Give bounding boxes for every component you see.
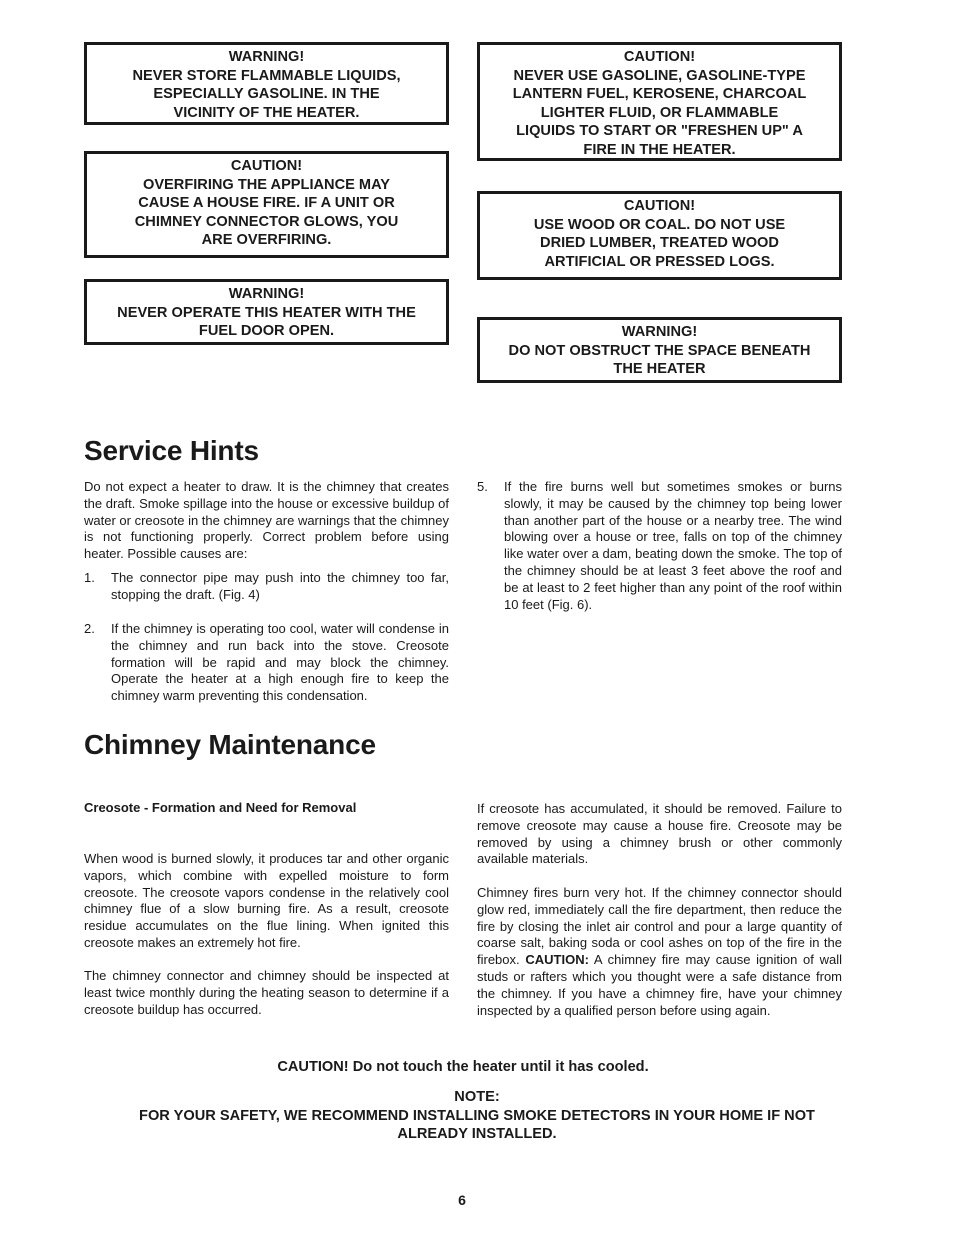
warning-line: NEVER OPERATE THIS HEATER WITH THE — [117, 304, 416, 321]
inline-caution-label: CAUTION: — [525, 952, 589, 968]
list-number: 5. — [477, 479, 488, 494]
list-text: If the chimney is operating too cool, water will condense in the chimney and run back into the stove. Creosote formation will be rapid and may block the chimney. Operate the heater at a high enough fire to keep the chimney warm preventing this condensation. — [111, 621, 449, 704]
warning-line: ESPECIALLY GASOLINE. IN THE — [153, 86, 380, 103]
safety-note — [0, 1088, 954, 1144]
caution-line: NEVER USE GASOLINE, GASOLINE-TYPE — [513, 67, 806, 84]
page-number: 6 — [458, 1192, 466, 1208]
caution-heading: CAUTION! — [230, 158, 303, 174]
cooling-caution: CAUTION! Do not touch the heater until it has cooled. — [277, 1059, 649, 1075]
list-item — [84, 570, 449, 610]
warning-line: FUEL DOOR OPEN. — [198, 323, 335, 340]
caution-line: ARTIFICIAL OR PRESSED LOGS. — [544, 253, 775, 270]
warning-line: DO NOT OBSTRUCT THE SPACE BENEATH — [508, 342, 811, 359]
chimney-fire-text-continued: A chimney fire may cause ignition of wall studs or rafters which you thought were a safe distance from the chimney. If you have a chimney fire, have your chimney inspected by a qualified person before using again. — [477, 952, 842, 1018]
caution-heading: CAUTION! — [623, 49, 696, 65]
warning-line: NEVER STORE FLAMMABLE LIQUIDS, — [132, 67, 401, 84]
chimney-maintenance-title: Chimney Maintenance — [84, 729, 376, 760]
note-line: FOR YOUR SAFETY, WE RECOMMEND INSTALLING SMOKE DETECTORS IN YOUR HOME IF NOT — [139, 1107, 815, 1124]
caution-line: ARE OVERFIRING. — [201, 232, 332, 249]
caution-box-gasoline — [477, 42, 842, 161]
warning-heading: WARNING! — [228, 49, 305, 65]
chimney-fire-text: Chimney fires burn very hot. If the chimney connector should glow red, immediately call the fire department, then reduce the fire by closing the inlet air control and pour a large quantity of coarse salt, baking soda or cool ashes on top of the fire in the firebox. — [477, 885, 842, 968]
warning-line: THE HEATER — [613, 361, 706, 378]
warning-box-fuel-door — [84, 279, 449, 345]
list-item — [84, 621, 449, 711]
caution-line: LIGHTER FLUID, OR FLAMMABLE — [540, 104, 779, 121]
caution-box-overfiring — [84, 151, 449, 258]
caution-line: FIRE IN THE HEATER. — [583, 141, 736, 158]
caution-box-wood-coal — [477, 191, 842, 280]
inspection-paragraph: The chimney connector and chimney should be inspected at least twice monthly during the heating season to determine if a creosote buildup has occurred. — [84, 968, 449, 1017]
warning-heading: WARNING! — [228, 286, 305, 302]
service-hints-intro: Do not expect a heater to draw. It is the chimney that creates the draft. Smoke spillage into the house or excessive buildup of water or creosote in the chimney are warnings that the chimney is not functioning properly. Correct problem before using heater. Possible causes are: — [84, 479, 449, 562]
caution-line: USE WOOD OR COAL. DO NOT USE — [533, 216, 786, 233]
list-text: If the fire burns well but sometimes smokes or burns slowly, it may be caused by the chimney top being lower than another part of the house or a nearby tree. The wind blowing over a house or tree, falls on top of the chimney like water over a dam, beating down the smoke. The top of the chimney should be at least 3 feet above the roof and be at least to 2 feet higher than any point of the roof within 10 feet (Fig. 6). — [504, 479, 842, 612]
caution-line: LANTERN FUEL, KEROSENE, CHARCOAL — [512, 86, 807, 103]
caution-line: OVERFIRING THE APPLIANCE MAY — [142, 176, 391, 193]
note-line: ALREADY INSTALLED. — [397, 1126, 557, 1143]
chimney-fire-paragraph — [477, 885, 842, 1019]
list-item — [477, 479, 842, 619]
list-number: 1. — [84, 570, 95, 585]
warning-box-flammable-liquids — [84, 42, 449, 125]
service-hints-title: Service Hints — [84, 435, 259, 466]
note-heading: NOTE: — [454, 1089, 500, 1105]
caution-line: LIQUIDS TO START OR "FRESHEN UP" A — [516, 123, 803, 140]
warning-line: VICINITY OF THE HEATER. — [173, 104, 360, 121]
creosote-paragraph: When wood is burned slowly, it produces tar and other organic vapors, which combine with expelled moisture to form creosote. The creosote vapors condense in the relatively cool chimney flue of a slow burning fire. As a result, creosote residue accumulates on the flue lining. When ignited this creosote makes an extremely hot fire. — [84, 851, 449, 950]
creosote-subheading: Creosote - Formation and Need for Removal — [84, 800, 357, 815]
list-number: 2. — [84, 621, 95, 636]
removal-paragraph: If creosote has accumulated, it should be removed. Failure to remove creosote may cause a house fire. Creosote may be removed by using a chimney brush or other commonly available materials. — [477, 801, 842, 867]
caution-line: CHIMNEY CONNECTOR GLOWS, YOU — [134, 213, 399, 230]
warning-heading: WARNING! — [621, 324, 698, 340]
caution-line: CAUSE A HOUSE FIRE. IF A UNIT OR — [138, 195, 395, 212]
list-text: The connector pipe may push into the chimney too far, stopping the draft. (Fig. 4) — [111, 570, 449, 602]
warning-box-space-beneath — [477, 317, 842, 383]
caution-heading: CAUTION! — [623, 198, 696, 214]
caution-line: DRIED LUMBER, TREATED WOOD — [540, 235, 779, 252]
